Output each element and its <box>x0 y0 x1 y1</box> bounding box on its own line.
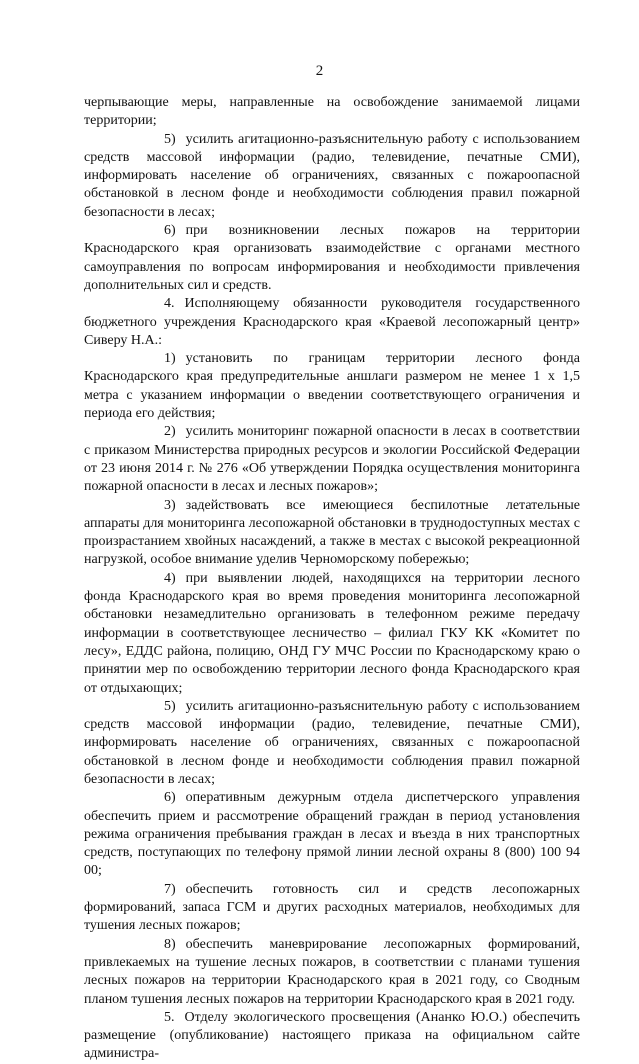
paragraph-number: 8) <box>164 936 176 952</box>
paragraph-number: 6) <box>164 790 176 806</box>
document-body <box>84 94 580 1064</box>
paragraph-text: при выявлении людей, находящихся на территории лесного фонда Краснодарского края во время проведения мониторинга лесопожарной обстановки незамедлительно организовать в телефонном режиме передачу информации в соответствующее лесничество – филиал ГКУ КК «Комитет по лесу», ЕДДС района, полицию, ОНД ГУ МЧС России по Краснодарскому краю о принятии мер по освобождению территории лесного фонда Краснодарского края от отдыхающих; <box>84 570 580 696</box>
paragraph-number: 5) <box>164 698 176 714</box>
paragraph <box>84 570 580 698</box>
paragraph <box>84 789 580 880</box>
paragraph-number: 5. <box>164 1009 175 1025</box>
paragraph <box>84 350 580 423</box>
paragraph <box>84 94 580 131</box>
paragraph-text: усилить агитационно-разъяснительную работу с использованием средств массовой информации (радио, телевидение, печатные СМИ), информировать население об ограничениях, связанных с пожароопасной обстановкой в лесном фонде и необходимости соблюдения правил пожарной безопасности в лесах; <box>84 131 580 220</box>
paragraph-text: Исполняющему обязанности руководителя государственного бюджетного учреждения Краснодарского края «Краевой лесопожарный центр» Сиверу Н.А.: <box>84 296 580 348</box>
paragraph-number: 1) <box>164 351 176 367</box>
paragraph-number: 7) <box>164 881 176 897</box>
paragraph-text: усилить мониторинг пожарной опасности в лесах в соответствии с приказом Министерства природных ресурсов и экологии Российской Федерации от 23 июня 2014 г. № 276 «Об утверждении Порядка осуществления мониторинга пожарной опасности в лесах и лесных пожаров»; <box>84 424 580 495</box>
paragraph-text: усилить агитационно-разъяснительную работу с использованием средств массовой информации (радио, телевидение, печатные СМИ), информировать население об ограничениях, связанных с пожароопасной обстановкой в лесном фонде и необходимости соблюдения правил пожарной безопасности в лесах; <box>84 698 580 787</box>
paragraph <box>84 1009 580 1064</box>
paragraph-text: обеспечить маневрирование лесопожарных формирований, привлекаемых на тушение лесных пожаров, в соответствии с планами тушения лесных пожаров на территории Краснодарского края в 2021 году, со Сводным планом тушения лесных пожаров на территории Краснодарского края в 2021 году. <box>84 936 580 1007</box>
paragraph-number: 4. <box>164 296 175 312</box>
paragraph <box>84 131 580 222</box>
paragraph <box>84 497 580 570</box>
paragraph <box>84 423 580 496</box>
paragraph <box>84 936 580 1009</box>
page-number: 2 <box>315 63 324 79</box>
paragraph <box>84 222 580 295</box>
paragraph-text: черпывающие меры, направленные на освобождение занимаемой лицами территории; <box>84 95 580 129</box>
paragraph-number: 3) <box>164 497 176 513</box>
paragraph-text: при возникновении лесных пожаров на территории Краснодарского края организовать взаимодействие с органами местного самоуправления по вопросам информирования и необходимости привлечения дополнительных сил и средств. <box>84 223 580 293</box>
paragraph-text: задействовать все имеющиеся беспилотные летательные аппараты для мониторинга лесопожарной обстановки в труднодоступных местах с произрастанием хвойных насаждений, а также в местах с высокой рекреационной нагрузкой, особое внимание уделив Черноморскому побережью; <box>84 497 580 568</box>
paragraph-text: Отделу экологического просвещения (Ананко Ю.О.) обеспечить размещение (опубликование) настоящего приказа на официальном сайте администра- <box>84 1009 580 1062</box>
paragraph <box>84 295 580 350</box>
paragraph-number: 4) <box>164 570 176 586</box>
paragraph-text: обеспечить готовность сил и средств лесопожарных формирований, запаса ГСМ и других расходных материалов, необходимых для тушения лесных пожаров; <box>84 881 580 934</box>
paragraph-text: установить по границам территории лесного фонда Краснодарского края предупредительные аншлаги размером не менее 1 х 1,5 метра с указанием информации о введении соответствующего ограничения и периода его действия; <box>84 351 580 422</box>
paragraph <box>84 881 580 936</box>
paragraph-number: 5) <box>164 131 176 147</box>
paragraph-number: 2) <box>164 424 176 440</box>
paragraph <box>84 698 580 789</box>
paragraph-text: оперативным дежурным отдела диспетчерского управления обеспечить прием и рассмотрение обращений граждан в период установления режима ограничения пребывания граждан в лесах и въезда в них транспортных средств, поступающих по телефону прямой линии лесной охраны 8 (800) 100 94 00; <box>84 790 580 879</box>
paragraph-number: 6) <box>164 223 176 239</box>
